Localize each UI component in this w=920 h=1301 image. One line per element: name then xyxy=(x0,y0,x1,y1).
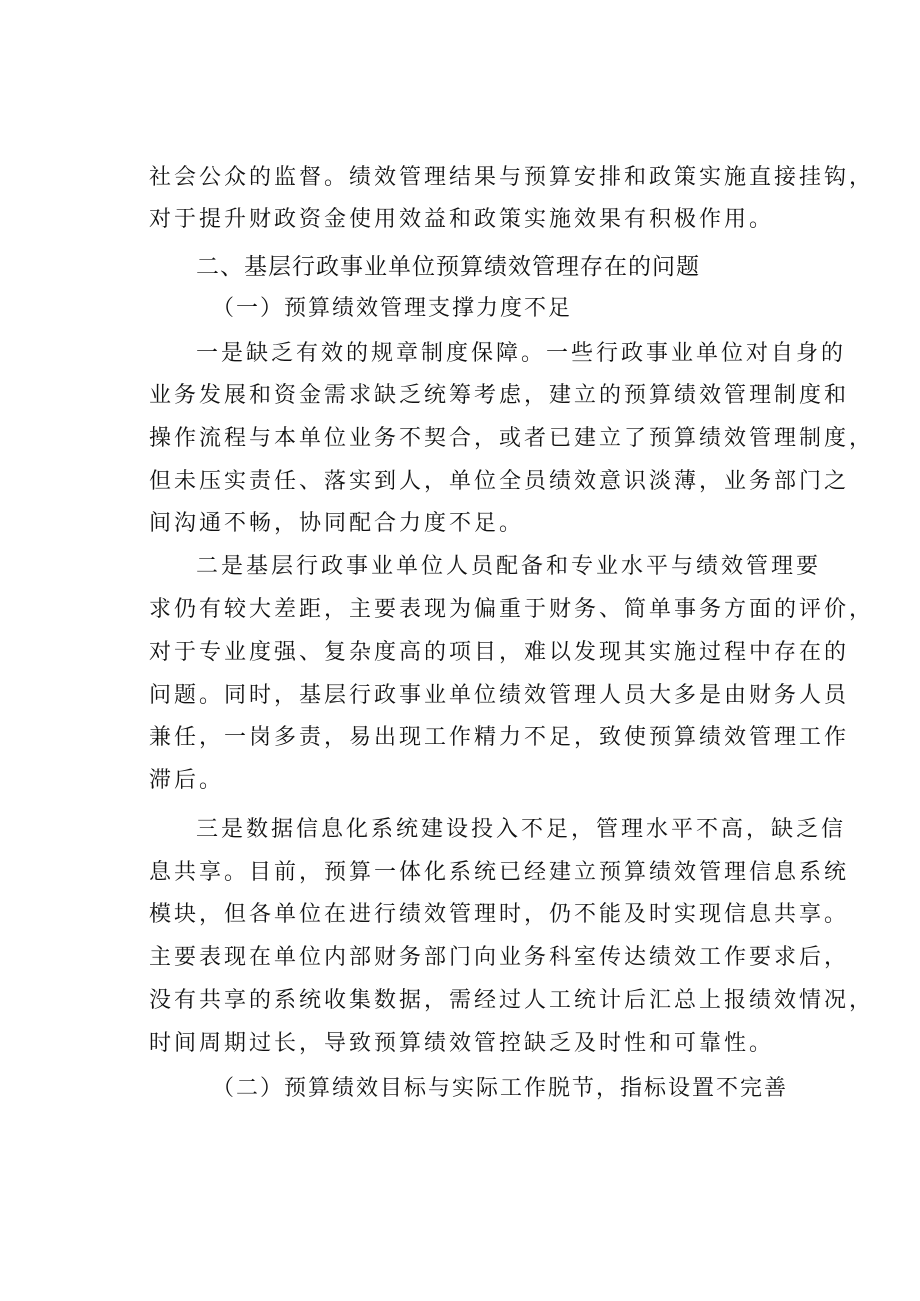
para1-line-4: 但未压实责任、落实到人，单位全员绩效意识淡薄，业务部门之 xyxy=(149,469,850,494)
intro-line-1: 社会公众的监督。绩效管理结果与预算安排和政策实施直接挂钩， xyxy=(149,165,875,190)
para2-line-1: 二是基层行政事业单位人员配备和专业水平与绩效管理要 xyxy=(196,554,822,579)
para1-line-5: 间沟通不畅，协同配合力度不足。 xyxy=(149,511,525,536)
para3-line-5: 没有共享的系统收集数据，需经过人工统计后汇总上报绩效情况， xyxy=(149,988,875,1013)
para3-line-3: 模块，但各单位在进行绩效管理时，仍不能及时实现信息共享。 xyxy=(149,902,850,927)
intro-line-2: 对于提升财政资金使用效益和政策实施效果有积极作用。 xyxy=(149,207,775,232)
para3-line-1: 三是数据信息化系统建设投入不足，管理水平不高，缺乏信 xyxy=(196,817,847,842)
para3-line-4: 主要表现在单位内部财务部门向业务科室传达绩效工作要求后， xyxy=(149,945,850,970)
para1-line-2: 业务发展和资金需求缺乏统筹考虑，建立的预算绩效管理制度和 xyxy=(149,383,850,408)
para2-line-5: 兼任，一岗多责，易出现工作精力不足，致使预算绩效管理工作 xyxy=(149,725,850,750)
para2-line-4: 问题。同时，基层行政事业单位绩效管理人员大多是由财务人员 xyxy=(149,683,850,708)
para1-line-1: 一是缺乏有效的规章制度保障。一些行政事业单位对自身的 xyxy=(196,341,847,366)
para2-line-2: 求仍有较大差距，主要表现为偏重于财务、简单事务方面的评价， xyxy=(149,597,875,622)
sub2-heading: （二）预算绩效目标与实际工作脱节，指标设置不完善 xyxy=(212,1076,789,1101)
para2-line-6: 滞后。 xyxy=(149,768,225,793)
para3-line-2: 息共享。目前，预算一体化系统已经建立预算绩效管理信息系统 xyxy=(149,860,850,885)
sub1-heading: （一）预算绩效管理支撑力度不足 xyxy=(212,296,573,321)
para2-line-3: 对于专业度强、复杂度高的项目，难以发现其实施过程中存在的 xyxy=(149,640,850,665)
section-two-heading: 二、基层行政事业单位预算绩效管理存在的问题 xyxy=(196,254,700,280)
para3-line-6: 时间周期过长，导致预算绩效管控缺乏及时性和可靠性。 xyxy=(149,1031,775,1056)
para1-line-3: 操作流程与本单位业务不契合，或者已建立了预算绩效管理制度， xyxy=(149,426,875,451)
